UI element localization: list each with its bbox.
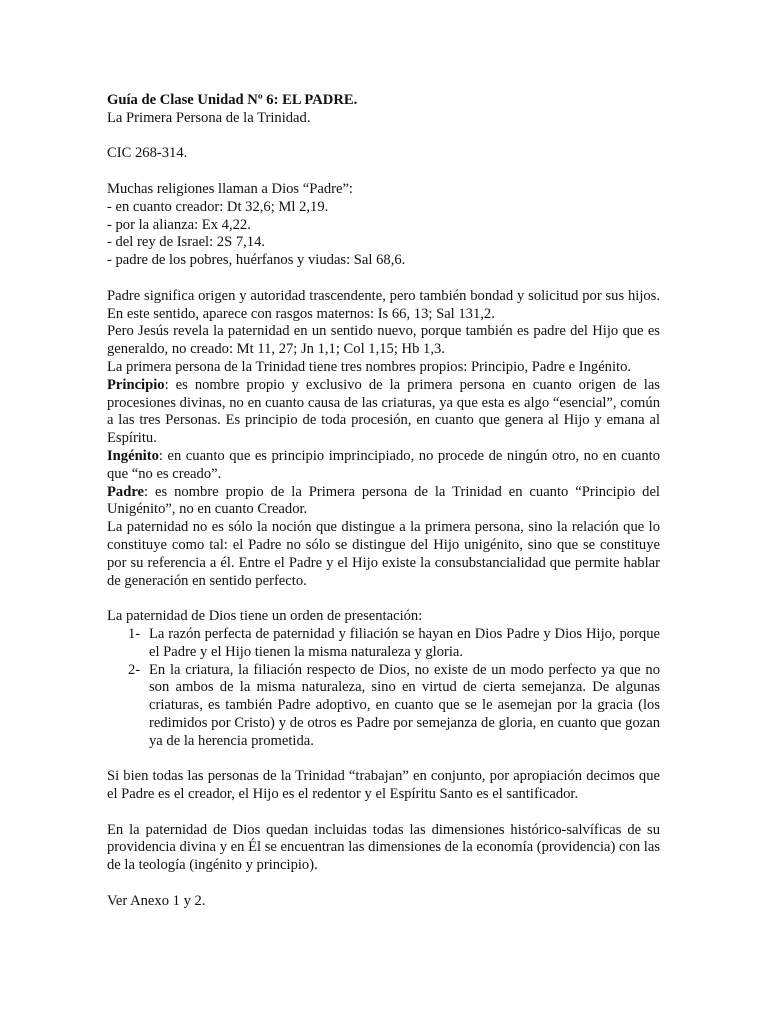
cic-reference: CIC 268-314. <box>107 145 188 162</box>
document-title: Guía de Clase Unidad Nº 6: EL PADRE. <box>107 92 358 108</box>
paragraph-dimensiones: En la paternidad de Dios quedan incluidas todas las dimensiones histórico-salvíficas de su providencia divina y en Él se encuentran las dimensiones de la economía (providencia) con las de la teología (ingénito y principio). <box>107 821 660 874</box>
term-principio: Principio <box>107 376 165 393</box>
paragraph-tres-nombres: La primera persona de la Trinidad tiene tres nombres propios: Principio, Padre e Ingénito. <box>107 358 632 375</box>
spacer <box>107 163 660 181</box>
list-item <box>107 662 660 751</box>
religions-item: - en cuanto creador: Dt 32,6; Ml 2,19. <box>107 198 329 215</box>
list-item <box>107 626 660 662</box>
definition-padre <box>107 484 660 520</box>
order-intro: La paternidad de Dios tiene un orden de presentación: <box>107 608 423 625</box>
document-subtitle: La Primera Persona de la Trinidad. <box>107 109 311 126</box>
spacer <box>107 875 660 893</box>
definition-text: : es nombre propio de la Primera persona de la Trinidad en cuanto “Principio del Unigénito”, no en cuanto Creador. <box>107 483 660 518</box>
list-item-text: En la criatura, la filiación respecto de Dios, no existe de un modo perfecto ya que no son ambos de la misma naturaleza, sino en virtud de cierta semejanza. De algunas criaturas, es también Padre adoptivo, en cuanto que se le asemejan por la gracia (los redimidos por Cristo) y de otros es Padre por semejanza de gloria, en cuanto que gozan ya de la herencia prometida. <box>149 661 660 749</box>
list-number: 2- <box>128 661 141 678</box>
spacer <box>107 590 660 608</box>
paragraph-padre-significa: Padre significa origen y autoridad trascendente, pero también bondad y solicitud por sus hijos. En este sentido, aparece con rasgos maternos: Is 66, 13; Sal 131,2. <box>107 287 660 322</box>
definition-ingenito <box>107 448 660 484</box>
religions-intro: Muchas religiones llaman a Dios “Padre”: <box>107 180 353 197</box>
spacer <box>107 750 660 768</box>
definition-text: : es nombre propio y exclusivo de la primera persona en cuanto origen de las procesiones divinas, no en cuanto causa de las criaturas, ya que esta es algo “esencial”, común a las tres Personas. Es principio de toda procesión, en cuanto que genera al Hijo y emana al Espíritu. <box>107 376 660 447</box>
list-number: 1- <box>128 625 141 642</box>
paragraph-paternidad-nocion: La paternidad no es sólo la noción que distingue a la primera persona, sino la relación que lo constituye como tal: el Padre no sólo se distingue del Hijo unigénito, sino que se constituye por su referencia a él. Entre el Padre y el Hijo existe la consubstancialidad que permite hablar de generación en sentido perfecto. <box>107 519 660 589</box>
definition-principio <box>107 377 660 448</box>
religions-item: - del rey de Israel: 2S 7,14. <box>107 234 266 251</box>
paragraph-jesus-revela: Pero Jesús revela la paternidad en un sentido nuevo, porque también es padre del Hijo que es generaldo, no creado: Mt 11, 27; Jn 1,1; Col 1,15; Hb 1,3. <box>107 323 660 358</box>
spacer <box>107 128 660 146</box>
term-padre: Padre <box>107 483 145 500</box>
paragraph-apropiacion: Si bien todas las personas de la Trinidad “trabajan” en conjunto, por apropiación decimos que el Padre es el creador, el Hijo es el redentor y el Espíritu Santo es el santificador. <box>107 768 660 803</box>
spacer <box>107 270 660 288</box>
religions-item: - padre de los pobres, huérfanos y viudas: Sal 68,6. <box>107 252 406 269</box>
order-list <box>107 626 660 751</box>
document-page <box>107 92 660 911</box>
religions-item: - por la alianza: Ex 4,22. <box>107 216 251 233</box>
definition-text: : en cuanto que es principio imprincipiado, no procede de ningún otro, no en cuanto que “no es creado”. <box>107 447 660 482</box>
term-ingenito: Ingénito <box>107 447 159 464</box>
list-item-text: La razón perfecta de paternidad y filiación se hayan en Dios Padre y Dios Hijo, porque el Padre y el Hijo tienen la misma naturaleza y gloria. <box>149 625 660 660</box>
spacer <box>107 804 660 822</box>
annex-reference: Ver Anexo 1 y 2. <box>107 892 206 909</box>
